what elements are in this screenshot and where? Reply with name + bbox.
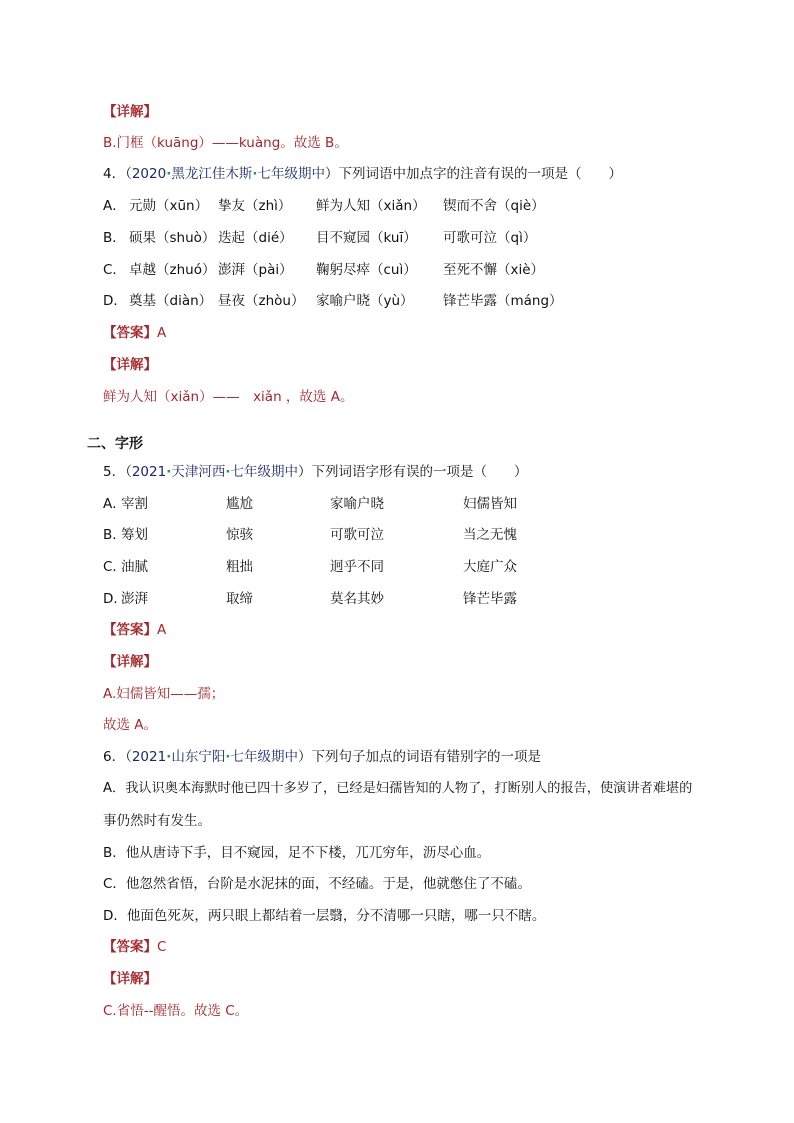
- option-row-a: [103, 494, 563, 514]
- option-item: 可歌可泣: [330, 527, 384, 543]
- option-item: 大庭广众: [463, 559, 517, 575]
- option-row-c: [103, 557, 563, 577]
- option-item: 鲜为人知（xiǎn）: [316, 198, 426, 214]
- option-item: 澎湃（pài）: [218, 262, 293, 278]
- option-letter: A．: [103, 496, 126, 512]
- question-4-stem: [103, 164, 622, 184]
- option-item: 迥乎不同: [330, 559, 384, 575]
- option-item: 家喻户晓: [330, 496, 384, 512]
- option-item: 取缔: [226, 591, 253, 607]
- option-item: 目不窥园（kuī）: [316, 230, 417, 246]
- question-text: ）下列词语字形有误的一项是（ ）: [297, 464, 528, 480]
- analysis-text: 故选 A。: [103, 717, 158, 733]
- option-row-b: [103, 228, 663, 248]
- option-row-d: [103, 291, 663, 311]
- dot-separator: ·: [225, 749, 231, 765]
- option-item: 卓越（zhuó）: [129, 262, 216, 278]
- answer-value: A: [157, 325, 167, 341]
- option-letter: A．: [103, 198, 126, 214]
- dot-separator: ·: [166, 166, 172, 182]
- option-item: 挚友（zhì）: [218, 198, 292, 214]
- dot-separator: ·: [166, 464, 172, 480]
- option-b: B．他从唐诗下手，目不窥园，足不下楼，兀兀穷年，沥尽心血。: [103, 845, 491, 861]
- option-item: 筹划: [121, 527, 148, 543]
- analysis-text: B.门框（kuāng）——kuàng。故选 B。: [103, 135, 348, 151]
- option-item: 油腻: [121, 559, 148, 575]
- question-text: ）下列句子加点的词语有错别字的一项是: [297, 749, 541, 765]
- detail-label: 【详解】: [103, 654, 157, 670]
- option-letter: C．: [103, 559, 126, 575]
- answer-value: C: [157, 939, 167, 955]
- source-region: 黑龙江佳木斯: [171, 166, 253, 182]
- option-item: 宰割: [121, 496, 148, 512]
- source-region: 天津河西: [171, 464, 226, 480]
- option-item: 锋芒毕露（máng）: [443, 293, 563, 309]
- option-item: 至死不懈（xiè）: [443, 262, 545, 278]
- option-a-line-1: A．我认识奥本海默时他已四十多岁了，已经是妇孺皆知的人物了，打断别人的报告，使演讲者难堪的: [103, 781, 693, 796]
- option-item: 可歌可泣（qì）: [443, 230, 537, 246]
- option-letter: C．: [103, 262, 126, 278]
- option-row-c: [103, 260, 663, 280]
- option-item: 锋芒毕露: [463, 591, 517, 607]
- question-number: 5．（: [103, 464, 132, 480]
- option-a-line-2: 事仍然时有发生。: [103, 813, 211, 829]
- option-item: 昼夜（zhòu）: [218, 293, 305, 309]
- question-text: ）下列词语中加点字的注音有误的一项是（ ）: [324, 166, 622, 182]
- answer-line: [103, 323, 166, 343]
- option-item: 迭起（dié）: [218, 230, 293, 246]
- answer-label: 【答案】: [103, 622, 157, 638]
- option-letter: B．: [103, 230, 126, 246]
- question-6-stem: [103, 747, 541, 767]
- option-item: 硕果（shuò）: [129, 230, 216, 246]
- option-c: C．他忽然省悟，台阶是水泥抹的面，不经磕。于是，他就憋住了不磕。: [103, 876, 531, 892]
- analysis-text: A.妇儒皆知——孺；: [103, 686, 225, 702]
- option-item: 家喻户晓（yù）: [316, 293, 414, 309]
- option-item: 莫名其妙: [330, 591, 384, 607]
- option-item: 粗拙: [226, 559, 253, 575]
- option-item: 尴尬: [226, 496, 253, 512]
- source-region: 山东宁阳: [171, 749, 226, 765]
- option-letter: B．: [103, 527, 126, 543]
- option-item: 鞠躬尽瘁（cuì）: [316, 262, 417, 278]
- source-grade: 七年级期中: [230, 749, 298, 765]
- answer-line: [103, 620, 166, 640]
- answer-value: A: [157, 622, 167, 638]
- option-item: 当之无愧: [463, 527, 517, 543]
- source-year: 2021: [131, 464, 167, 480]
- detail-label: 【详解】: [103, 357, 157, 373]
- source-year: 2021: [131, 749, 167, 765]
- answer-line: [103, 937, 166, 957]
- analysis-text: 鲜为人知（xiǎn）—— xiǎn ，故选 A。: [103, 389, 354, 405]
- dot-separator: ·: [225, 464, 231, 480]
- section-title: 二、字形: [87, 436, 143, 452]
- option-d: D．他面色死灰，两只眼上都结着一层翳，分不清哪一只瞎，哪一只不瞎。: [103, 908, 546, 924]
- answer-label: 【答案】: [103, 939, 157, 955]
- option-item: 锲而不舍（qiè）: [443, 198, 545, 214]
- source-year: 2020: [131, 166, 167, 182]
- source-grade: 七年级期中: [257, 166, 325, 182]
- answer-label: 【答案】: [103, 325, 157, 341]
- analysis-text: C.省悟--醒悟。故选 C。: [103, 1003, 249, 1019]
- dot-separator: ·: [252, 166, 258, 182]
- question-number: 4．（: [103, 166, 132, 182]
- source-grade: 七年级期中: [230, 464, 298, 480]
- option-row-d: [103, 589, 563, 609]
- option-row-b: [103, 525, 563, 545]
- option-item: 澎湃: [121, 591, 148, 607]
- option-item: 惊骇: [226, 527, 253, 543]
- option-item: 妇儒皆知: [463, 496, 517, 512]
- detail-label: 【详解】: [103, 971, 157, 987]
- option-item: 元勋（xūn）: [129, 198, 209, 214]
- option-letter: D．: [103, 293, 127, 309]
- option-row-a: [103, 196, 663, 216]
- question-5-stem: [103, 462, 527, 482]
- option-letter: D．: [103, 591, 127, 607]
- option-item: 奠基（diàn）: [129, 293, 213, 309]
- dot-separator: ·: [166, 749, 172, 765]
- question-number: 6．（: [103, 749, 132, 765]
- detail-label: 【详解】: [103, 104, 157, 120]
